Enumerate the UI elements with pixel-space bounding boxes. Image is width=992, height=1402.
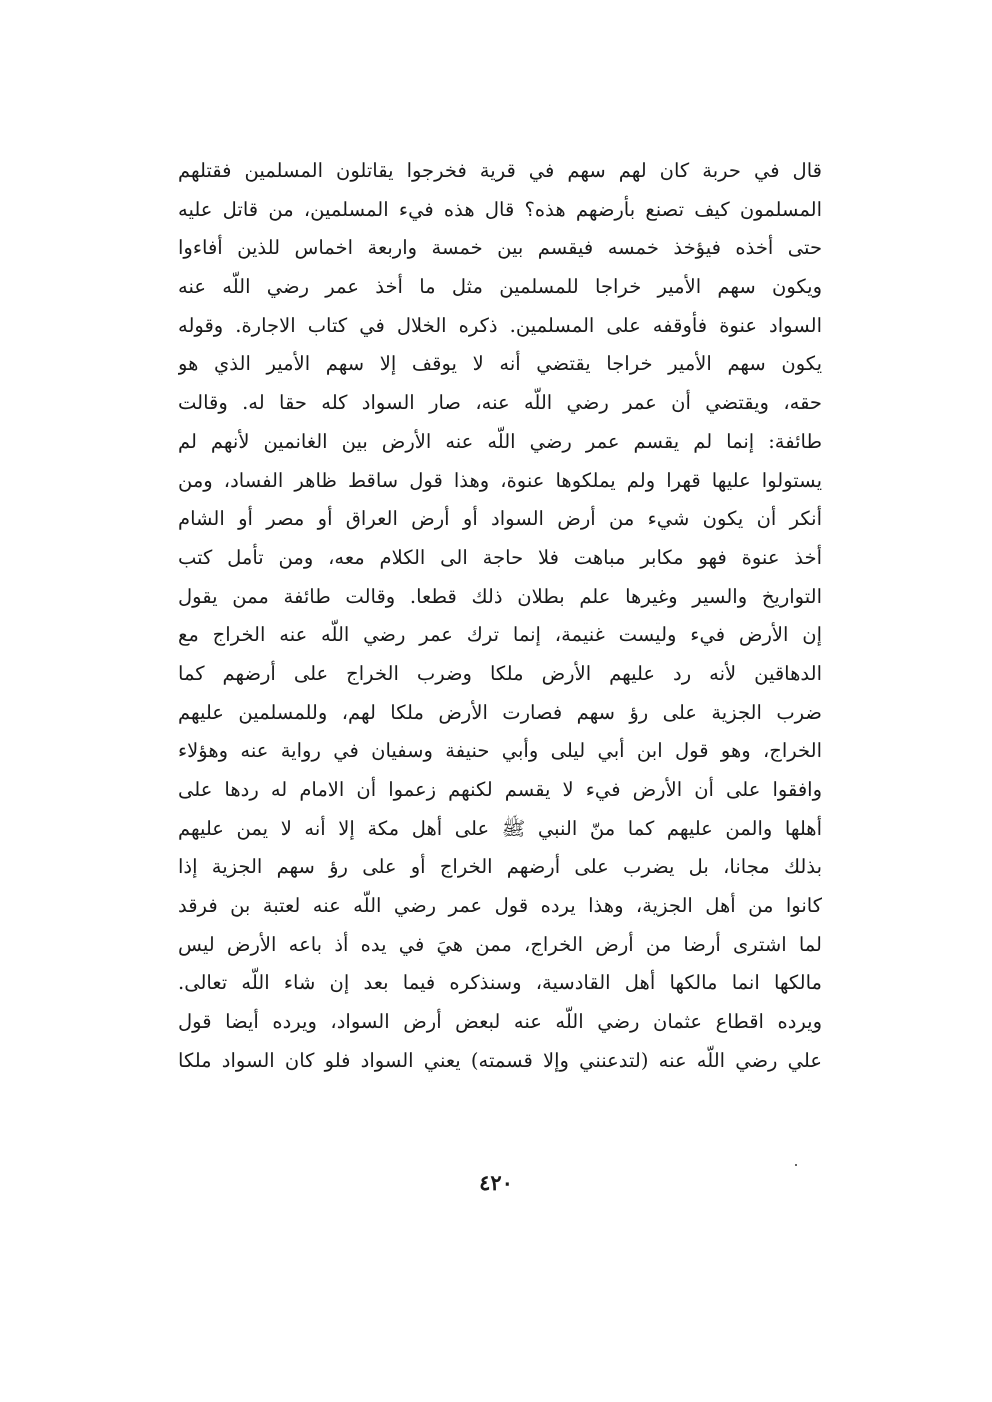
text-line: إن الأرض فيء وليست غنيمة، إنما ترك عمر رضي اللّه عنه الخراج مع xyxy=(178,623,822,647)
text-line: أنكر أن يكون شيء من أرض السواد أو أرض العراق أو مصر أو الشام xyxy=(178,507,822,531)
text-line: يكون سهم الأمير خراجا يقتضي أنه لا يوقف إلا سهم الأمير الذي هو xyxy=(178,352,822,376)
scan-speck xyxy=(795,1164,797,1166)
text-line: بذلك مجانا، بل يضرب على أرضهم الخراج أو على رؤ سهم الجزية إذا xyxy=(178,855,822,879)
text-line: ويرده اقطاع عثمان رضي اللّه عنه لبعض أرض السواد، ويرده أيضا قول xyxy=(178,1010,822,1034)
text-line: كانوا من أهل الجزية، وهذا يرده قول عمر رضي اللّه عنه لعتبة بن فرقد xyxy=(178,894,822,918)
text-line: يستولوا عليها قهرا ولم يملكوها عنوة، وهذا قول ساقط ظاهر الفساد، ومن xyxy=(178,468,822,492)
text-line: التواريخ والسير وغيرها علم بطلان ذلك قطعا. وقالت طائفة ممن يقول xyxy=(178,584,822,608)
text-line: ويكون سهم الأمير خراجا للمسلمين مثل ما أخذ عمر رضي اللّه عنه xyxy=(178,275,822,299)
text-line: المسلمون كيف تصنع بأرضهم هذه؟ قال هذه فيء المسلمين، من قاتل عليه xyxy=(178,197,822,221)
text-line: مالكها انما مالكها أهل القادسية، وسنذكره فيما بعد إن شاء اللّه تعالى. xyxy=(178,971,822,995)
text-line: ضرب الجزية على رؤ سهم فصارت الأرض ملكا لهم، وللمسلمين عليهم xyxy=(178,700,822,724)
text-line: وافقوا على أن الأرض فيء لا يقسم لكنهم زعموا أن الامام له ردها على xyxy=(178,778,822,801)
text-line: علي رضي اللّه عنه (لتدعنني وإلا قسمته) يعني السواد فلو كان السواد ملكا xyxy=(178,1048,822,1072)
text-line: حقه، ويقتضي أن عمر رضي اللّه عنه، صار السواد كله حقا له. وقالت xyxy=(178,391,822,415)
text-line: لما اشترى أرضا من أرض الخراج، ممن هيَ في يده أذ باعه الأرض ليس xyxy=(178,932,822,956)
page-number: ٤٢٠ xyxy=(479,1170,513,1195)
text-line: الخراج، وهو قول ابن أبي ليلى وأبي حنيفة وسفيان في رواية عنه وهؤلاء xyxy=(178,739,822,763)
text-line: حتى أخذه فيؤخذ خمسه فيقسم بين خمسة واربعة اخماس للذين أفاءوا xyxy=(178,236,822,260)
text-line: طائفة: إنما لم يقسم عمر رضي اللّه عنه الأرض بين الغانمين لأنهم لم xyxy=(178,429,822,453)
body-text xyxy=(178,152,822,1081)
text-line: أخذ عنوة فهو مكابر مباهت فلا حاجة الى الكلام معه، ومن تأمل كتب xyxy=(178,545,822,569)
text-line: السواد عنوة فأوقفه على المسلمين. ذكره الخلال في كتاب الاجارة. وقوله xyxy=(178,313,822,337)
text-line: قال في حربة كان لهم سهم في قرية فخرجوا يقاتلون المسلمين فقتلهم xyxy=(178,159,822,182)
text-line: الدهاقين لأنه رد عليهم الأرض ملكا وضرب الخراج على أرضهم كما xyxy=(178,661,822,685)
text-line: أهلها والمن عليهم كما منّ النبي ﷺ على أهل مكة إلا أنه لا يمن عليهم xyxy=(178,816,822,840)
